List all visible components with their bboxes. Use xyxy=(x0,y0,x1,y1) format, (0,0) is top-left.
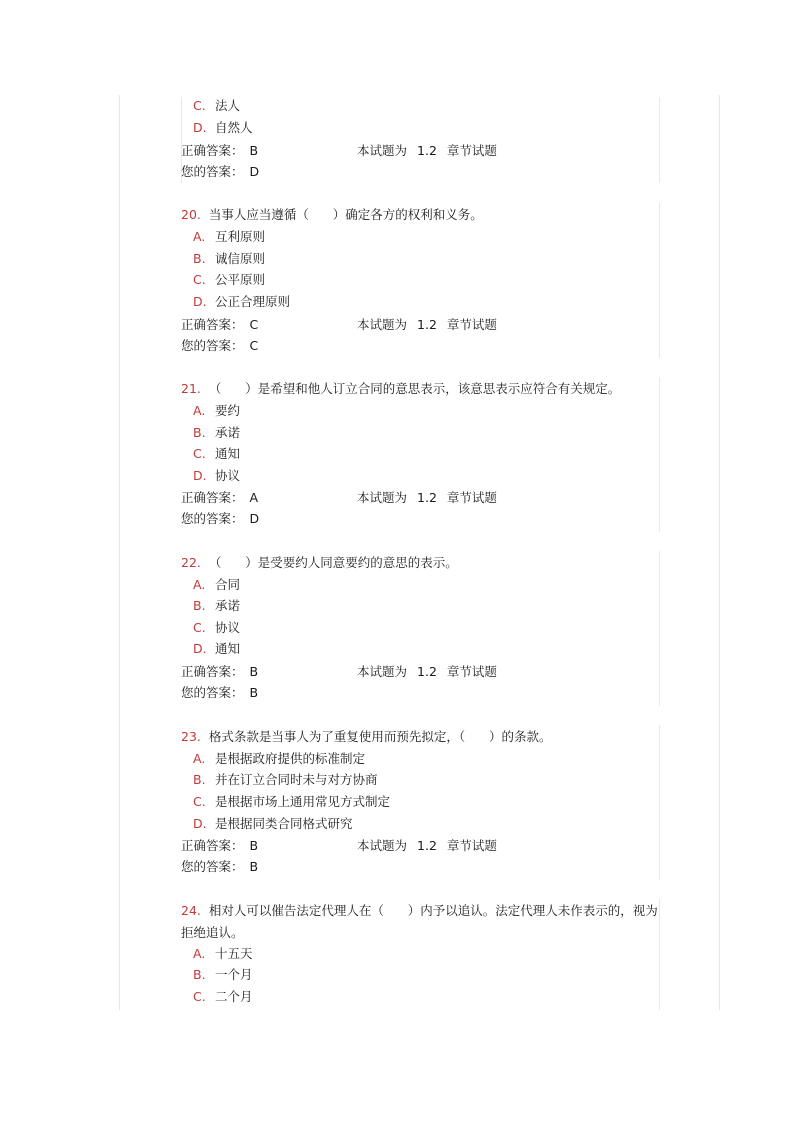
question-block xyxy=(181,900,661,1010)
meta-section: 1.2 xyxy=(417,143,437,158)
option xyxy=(193,943,253,965)
question-stem xyxy=(181,378,620,400)
option xyxy=(193,226,265,248)
question-stem xyxy=(181,900,661,944)
your-answer-label: 您的答案： xyxy=(181,859,244,874)
option xyxy=(193,791,390,813)
correct-answer-value: A xyxy=(249,490,259,505)
option-letter: D. xyxy=(193,468,207,483)
option xyxy=(193,248,265,270)
correct-answer-value: B xyxy=(249,838,259,853)
option-letter: B. xyxy=(193,251,206,266)
option-letter: A. xyxy=(193,751,206,766)
correct-answer-label: 正确答案： xyxy=(181,838,244,853)
option-text: 是根据政府提供的标准制定 xyxy=(215,751,366,766)
option-text: 承诺 xyxy=(215,598,241,613)
your-answer-value: C xyxy=(249,338,259,353)
your-answer-label: 您的答案： xyxy=(181,511,244,526)
option-text: 协议 xyxy=(215,620,241,635)
correct-answer-label: 正确答案： xyxy=(181,664,244,679)
question-stem xyxy=(181,726,551,748)
your-answer-value: B xyxy=(249,859,259,874)
option xyxy=(193,269,265,291)
option xyxy=(193,95,240,117)
meta-suffix: 章节试题 xyxy=(446,317,497,332)
option-letter: C. xyxy=(193,98,206,113)
option xyxy=(193,400,240,422)
meta-suffix: 章节试题 xyxy=(446,838,497,853)
question-section-meta xyxy=(357,140,507,162)
meta-section: 1.2 xyxy=(417,838,437,853)
question-number: 23. xyxy=(181,729,201,744)
question-section-meta xyxy=(357,835,507,857)
your-answer-row xyxy=(181,682,258,704)
right-margin-line xyxy=(719,95,720,1010)
option-text: 合同 xyxy=(215,577,241,592)
option xyxy=(193,986,253,1008)
question-stem xyxy=(181,552,458,574)
option-text: 二个月 xyxy=(215,989,253,1004)
correct-answer-value: C xyxy=(249,317,259,332)
option-text: 是根据市场上通用常见方式制定 xyxy=(215,794,391,809)
option-text: 是根据同类合同格式研究 xyxy=(215,816,353,831)
question-block xyxy=(181,552,661,707)
option-text: 通知 xyxy=(215,641,241,656)
option-letter: A. xyxy=(193,229,206,244)
correct-answer-label: 正确答案： xyxy=(181,143,244,158)
option-letter: C. xyxy=(193,272,206,287)
option-letter: B. xyxy=(193,772,206,787)
correct-answer-value: B xyxy=(249,664,259,679)
option-letter: A. xyxy=(193,946,206,961)
question-section-meta xyxy=(357,487,507,509)
option-text: 协议 xyxy=(215,468,241,483)
option-text: 通知 xyxy=(215,446,241,461)
meta-section: 1.2 xyxy=(417,317,437,332)
option-letter: C. xyxy=(193,620,206,635)
option-text: 一个月 xyxy=(215,967,253,982)
option xyxy=(193,617,240,639)
correct-answer-value: B xyxy=(249,143,259,158)
meta-prefix: 本试题为 xyxy=(357,838,408,853)
option-text: 公平原则 xyxy=(215,272,266,287)
option xyxy=(193,422,240,444)
meta-section: 1.2 xyxy=(417,490,437,505)
meta-section: 1.2 xyxy=(417,664,437,679)
your-answer-row xyxy=(181,335,258,357)
your-answer-label: 您的答案： xyxy=(181,685,244,700)
option xyxy=(193,769,378,791)
your-answer-row xyxy=(181,508,259,530)
option-letter: B. xyxy=(193,967,206,982)
option xyxy=(193,595,240,617)
option xyxy=(193,117,253,139)
option-letter: C. xyxy=(193,794,206,809)
option-text: 公正合理原则 xyxy=(215,294,291,309)
question-section-meta xyxy=(357,661,507,683)
question-block xyxy=(181,726,661,881)
question-number: 24. xyxy=(181,903,201,918)
question-stem xyxy=(181,204,483,226)
your-answer-value: D xyxy=(249,511,260,526)
correct-answer-row xyxy=(181,661,497,683)
left-margin-line xyxy=(119,95,120,1010)
option-text: 承诺 xyxy=(215,425,241,440)
your-answer-row xyxy=(181,856,258,878)
meta-suffix: 章节试题 xyxy=(446,143,497,158)
option-text: 要约 xyxy=(215,403,241,418)
correct-answer-row xyxy=(181,140,497,162)
your-answer-value: D xyxy=(249,164,260,179)
option-letter: A. xyxy=(193,403,206,418)
correct-answer-row xyxy=(181,835,497,857)
option-letter: C. xyxy=(193,446,206,461)
meta-prefix: 本试题为 xyxy=(357,490,408,505)
meta-prefix: 本试题为 xyxy=(357,317,408,332)
option xyxy=(193,638,240,660)
correct-answer-row xyxy=(181,314,497,336)
your-answer-row xyxy=(181,161,259,183)
question-number: 20. xyxy=(181,207,201,222)
correct-answer-label: 正确答案： xyxy=(181,490,244,505)
your-answer-label: 您的答案： xyxy=(181,164,244,179)
meta-suffix: 章节试题 xyxy=(446,664,497,679)
your-answer-value: B xyxy=(249,685,259,700)
question-fragment xyxy=(181,95,661,185)
question-text: 格式条款是当事人为了重复使用而预先拟定，（ ）的条款。 xyxy=(208,729,552,744)
correct-answer-row xyxy=(181,487,497,509)
meta-prefix: 本试题为 xyxy=(357,143,408,158)
option xyxy=(193,813,353,835)
question-text: （ ）是希望和他人订立合同的意思表示，该意思表示应符合有关规定。 xyxy=(208,381,621,396)
question-number: 21. xyxy=(181,381,201,396)
option xyxy=(193,964,253,986)
option-text: 诚信原则 xyxy=(215,251,266,266)
option xyxy=(193,465,240,487)
option-letter: B. xyxy=(193,598,206,613)
option-text: 法人 xyxy=(215,98,241,113)
option xyxy=(193,574,240,596)
question-text: 相对人可以催告法定代理人在（ ）内予以追认。法定代理人未作表示的，视为拒绝追认。 xyxy=(181,903,658,940)
option-letter: B. xyxy=(193,425,206,440)
option-letter: D. xyxy=(193,641,207,656)
option-text: 十五天 xyxy=(215,946,253,961)
option xyxy=(193,291,290,313)
option-letter: D. xyxy=(193,816,207,831)
option-letter: D. xyxy=(193,120,207,135)
option-text: 并在订立合同时未与对方协商 xyxy=(215,772,378,787)
meta-suffix: 章节试题 xyxy=(446,490,497,505)
question-text: （ ）是受要约人同意要约的意思的表示。 xyxy=(208,555,458,570)
option xyxy=(193,443,240,465)
your-answer-label: 您的答案： xyxy=(181,338,244,353)
question-block xyxy=(181,204,661,359)
question-number: 22. xyxy=(181,555,201,570)
question-block xyxy=(181,378,661,533)
option-letter: A. xyxy=(193,577,206,592)
question-text: 当事人应当遵循（ ）确定各方的权利和义务。 xyxy=(208,207,483,222)
option xyxy=(193,748,365,770)
correct-answer-label: 正确答案： xyxy=(181,317,244,332)
meta-prefix: 本试题为 xyxy=(357,664,408,679)
question-section-meta xyxy=(357,314,507,336)
option-letter: C. xyxy=(193,989,206,1004)
option-letter: D. xyxy=(193,294,207,309)
option-text: 自然人 xyxy=(215,120,253,135)
option-text: 互利原则 xyxy=(215,229,266,244)
